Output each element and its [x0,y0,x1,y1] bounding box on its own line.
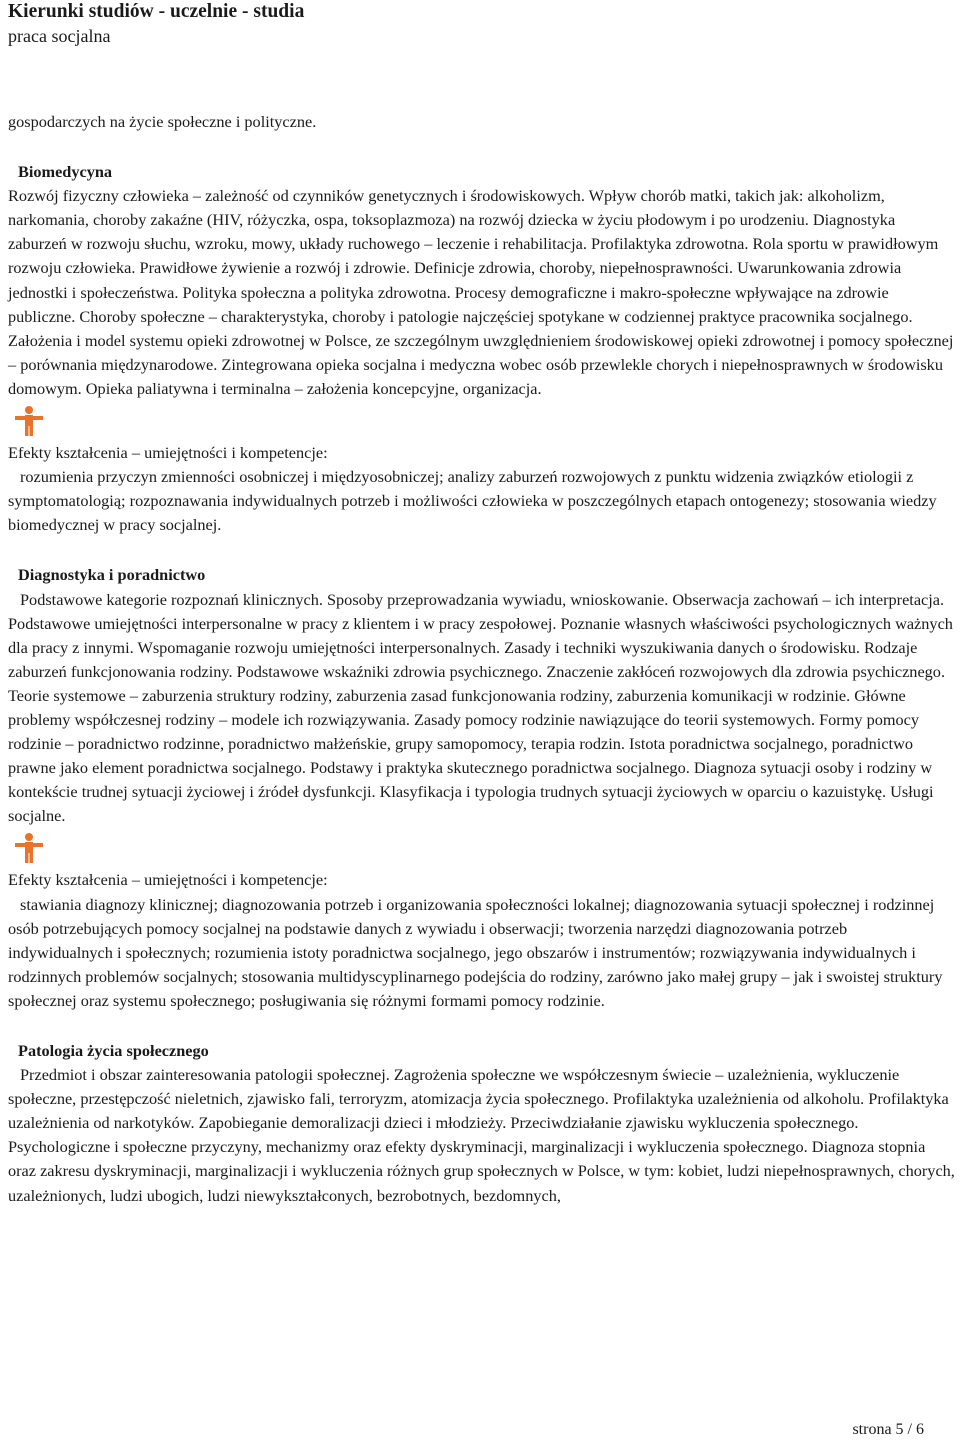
section-body-diagnostyka: Podstawowe kategorie rozpoznań klinicznych. Sposoby przeprowadzania wywiadu, wnioskowanie. Obserwacja zachowań – ich interpretacja. Podstawowe umiejętności interpersonalne w pracy z klientem i w pracy zespołowej. Poznanie własnych właściwości psychologicznych ważnych dla pracy z innymi. Wspomaganie rozwoju umiejętności interpersonalnych. Zasady i techniki wyszukiwania danych o środowisku. Rodzaje zaburzeń funkcjonowania rodziny. Podstawowe wskaźniki zdrowia psychicznego. Znaczenie zakłóceń rozwojowych dla zdrowia psychicznego. Teorie systemowe – zaburzenia struktury rodziny, zaburzenia zasad funkcjonowania rodziny, zaburzenia komunikacji w rodzinie. Główne problemy współczesnej rodziny – modele ich rozwiązywania. Zasady pomocy rodzinie nawiązujące do teorii systemowych. Formy pomocy rodzinie – poradnictwo rodzinne, poradnictwo małżeńskie, grupy samopomocy, terapia rodzin. Istota poradnictwa socjalnego, poradnictwo prawne jako element poradnictwa socjalnego. Podstawy i praktyka skutecznego poradnictwa socjalnego. Diagnoza sytuacji osoby i rodziny w kontekście trudnej sytuacji życiowej i źródeł dysfunkcji. Klasyfikacja i typologia trudnych sytuacji życiowych w oparciu o kazuistykę. Usługi socjalne. [8,589,953,826]
person-figure-icon [12,832,46,864]
efekty-label-biomedycyna: Efekty kształcenia – umiejętności i kompetencje: [8,443,328,463]
header-title: Kierunki studiów - uczelnie - studia [8,1,305,22]
efekty-label-diagnostyka: Efekty kształcenia – umiejętności i kompetencje: [8,870,328,890]
figure-icon-row [8,401,956,437]
section-title-patologia: Patologia życia społecznego [18,1041,209,1060]
intro-line: gospodarczych na życie społeczne i polityczne. [8,112,317,131]
section-title-diagnostyka: Diagnostyka i poradnictwo [18,565,206,585]
efekty-body-diagnostyka: stawiania diagnozy klinicznej; diagnozowania potrzeb i organizowania społeczności lokalnej; diagnozowania sytuacji społecznej i rodzinnej osób potrzebujących pomocy socjalnej na podstawie danych z wywiadu i obserwacji; tworzenia narzędzi diagnozowania potrzeb indywidualnych i społecznych; rozumienia istoty poradnictwa socjalnego, jego obszarów i instrumentów; rozwiązywania indywidualnych i rodzinnych problemów socjalnych; stosowania multidyscyplinarnego podejścia do rodziny, zarówno jako małej grupy – jak i swoistej struktury społecznej oraz systemu społecznego; posługiwania się różnymi formami pomocy rodzinie. [8,894,943,1010]
section-body-patologia: Przedmiot i obszar zainteresowania patologii społecznej. Zagrożenia społeczne we współczesnym świecie – uzależnienia, wykluczenie społeczne, przestępczość nieletnich, zjawisko fali, terroryzm, atomizacja życia społecznego. Profilaktyka uzależnienia od alkoholu. Profilaktyka uzależnienia od narkotyków. Zapobieganie demoralizacji dzieci i młodzieży. Przeciwdziałanie zjawisku wykluczenia społecznego. Psychologiczne i społeczne przyczyny, mechanizmy oraz efekty dyskryminacji, marginalizacji i wykluczenia społecznego. Diagnoza stopnia oraz zakresu dyskryminacji, marginalizacji i wykluczenia różnych grup społecznych w Polsce, w tym: kobiet, ludzi niepełnosprawnych, chorych, uzależnionych, ludzi ubogich, ludzi niewykształconych, bezrobotnych, bezdomnych, [8,1065,955,1205]
document-body [8,110,956,1208]
header-subtitle: praca socjalna [8,26,111,46]
efekty-body-biomedycyna: rozumienia przyczyn zmienności osobniczej i międzyosobniczej; analizy zaburzeń rozwojowych z punktu widzenia związków etiologii z symptomatologią; rozpoznawania indywidualnych potrzeb i możliwości człowieka w poszczególnych etapach ontogenezy; stosowania wiedzy biomedycznej w pracy socjalnej. [8,467,937,535]
section-body-biomedycyna: Rozwój fizyczny człowieka – zależność od czynników genetycznych i środowiskowych. Wpływ chorób matki, takich jak: alkoholizm, narkomania, choroby zakaźne (HIV, różyczka, ospa, toksoplazmoza) na rozwój dziecka w życiu płodowym i po urodzeniu. Diagnostyka zaburzeń w rozwoju słuchu, wzroku, mowy, układy ruchowego – leczenie i rehabilitacja. Profilaktyka zdrowotna. Rola sportu w prawidłowym rozwoju człowieka. Prawidłowe żywienie a rozwój i zdrowie. Definicje zdrowia, choroby, niepełnosprawności. Uwarunkowania zdrowia jednostki i społeczeństwa. Polityka społeczna a polityka zdrowotna. Procesy demograficzne i makro-społeczne wpływające na zdrowie publiczne. Choroby społeczne – charakterystyka, choroby i patologie najczęściej spotykane w codziennej praktyce pracownika socjalnego. Założenia i model systemu opieki zdrowotnej w Polsce, ze szczególnym uwzględnieniem środowiskowej opieki zdrowotnej i pomocy społecznej – porównania międzynarodowe. Zintegrowana opieka socjalna i medyczna wobec osób przewlekle chorych i niepełnosprawnych w środowisku domowym. Opieka paliatywna i terminalna – założenia koncepcyjne, organizacja. [8,186,954,398]
figure-icon-row [8,828,956,864]
person-figure-icon [12,405,46,437]
section-title-biomedycyna: Biomedycyna [18,162,113,182]
page-number: strona 5 / 6 [852,1421,924,1438]
